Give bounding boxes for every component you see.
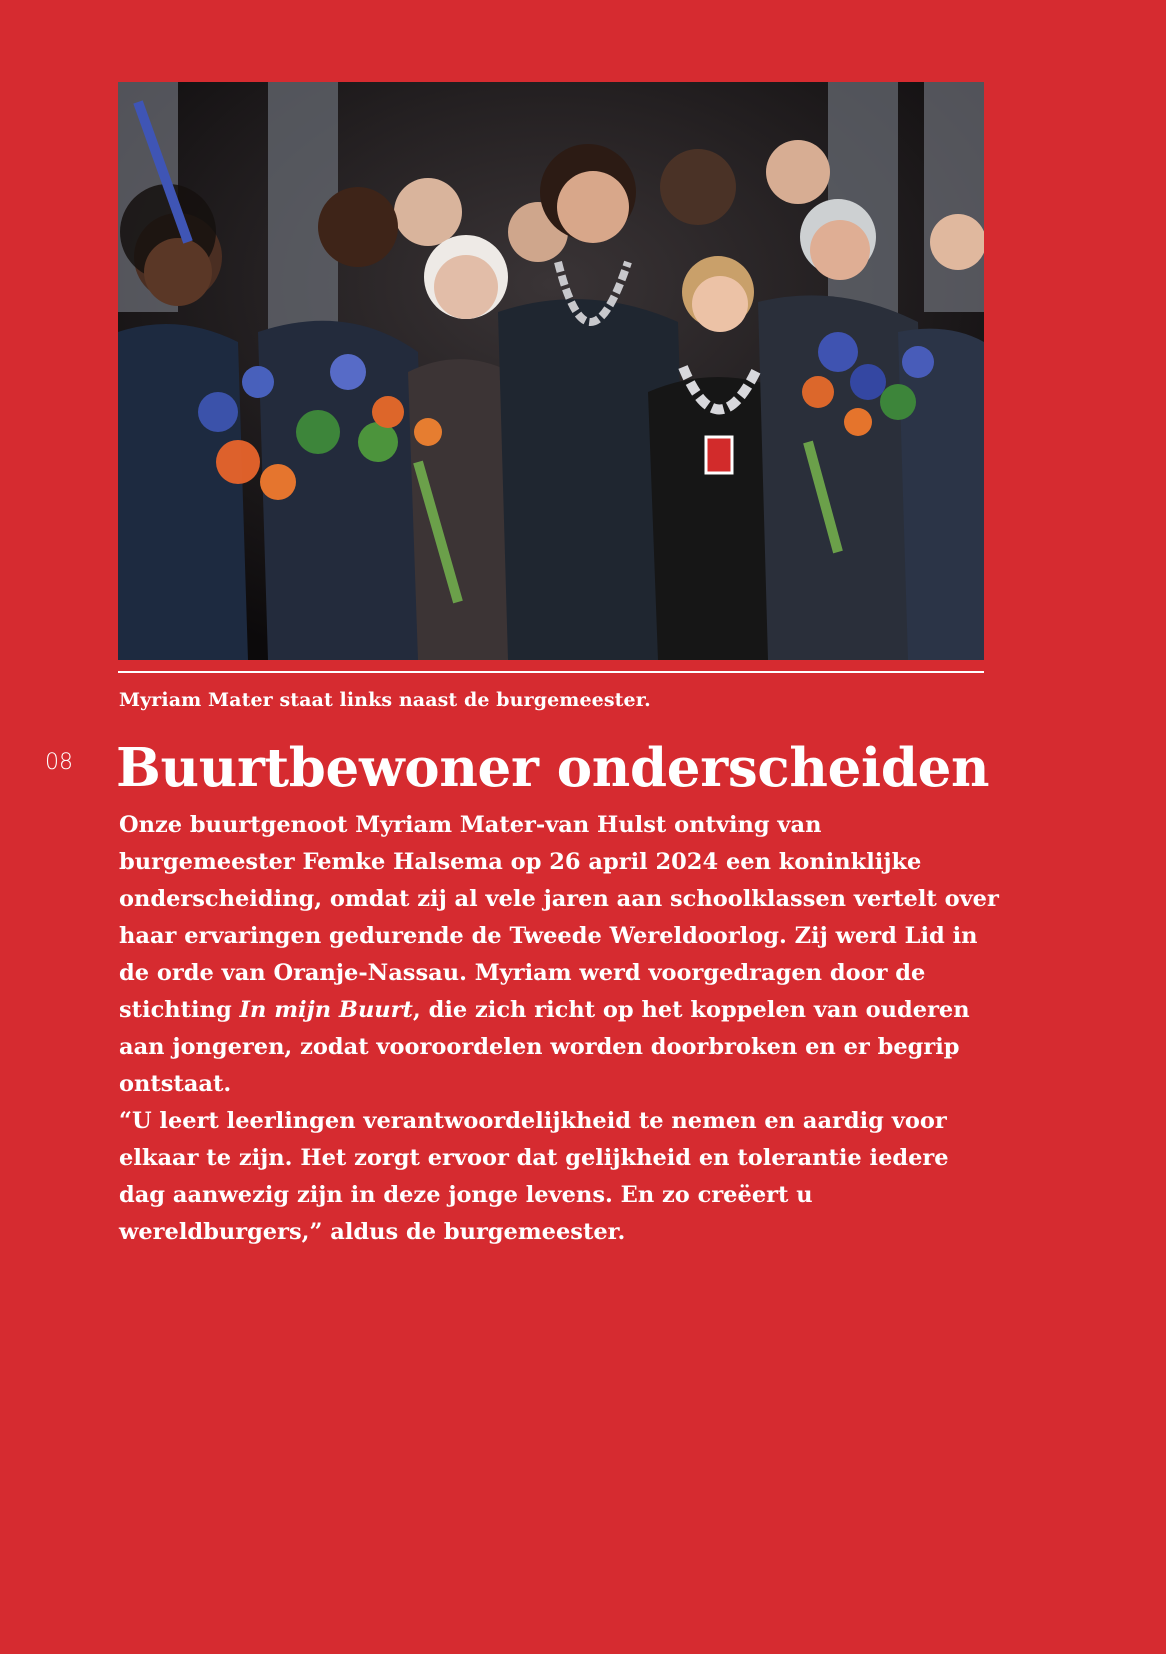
article-body [119,807,999,1251]
body-paragraph-1 [119,807,999,1103]
article-headline: Buurtbewoner onderscheiden [116,737,990,799]
body-paragraph-1-start: Onze buurtgenoot Myriam Mater-van Hulst ontving van burgemeester Femke Halsema op 26 april 2024 een koninklijke onderscheiding, omdat zij al vele jaren aan schoolklassen vertelt over haar ervaringen gedurende de Tweede Wereldoorlog. Zij werd Lid in de orde van Oranje-Nassau. Myriam werd voorgedragen door de stichting [119,812,999,1023]
caption-rule [118,671,984,673]
body-paragraph-2: “U leert leerlingen verantwoordelijkheid te nemen en aardig voor elkaar te zijn. Het zorgt ervoor dat gelijkheid en tolerantie iedere dag aanwezig zijn in deze jonge levens. En zo creëert u wereldburgers,” aldus de burgemeester. [119,1108,949,1245]
page-number: 08 [45,750,73,775]
group-photo [118,82,984,660]
foundation-name: In mijn Buurt [239,997,413,1023]
photo-caption: Myriam Mater staat links naast de burgemeester. [119,689,651,711]
body-paragraph-1-end: , die zich richt op het koppelen van ouderen aan jongeren, zodat vooroordelen worden doorbroken en er begrip ontstaat. [119,997,970,1097]
